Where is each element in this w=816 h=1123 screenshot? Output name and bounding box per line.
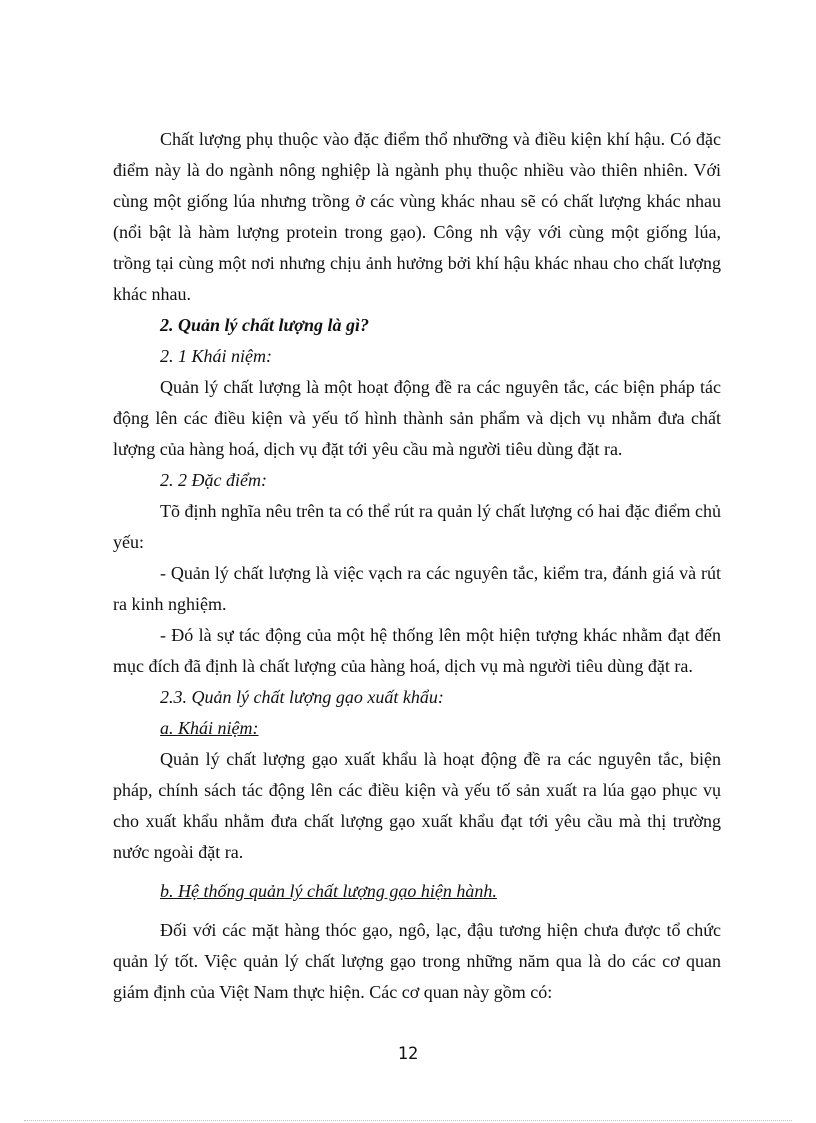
paragraph-current-system: Đối với các mặt hàng thóc gạo, ngô, lạc, đậu tương hiện chưa được tổ chức quản lý tốt. Việc quản lý chất lượng gạo trong những năm qua là do các cơ quan giám định của Việt Nam thực hiện. Các cơ quan này gồm có: <box>113 920 721 1002</box>
list-item-first-characteristic: - Quản lý chất lượng là việc vạch ra các nguyên tắc, kiểm tra, đánh giá và rút ra kinh nghiệm. <box>113 563 721 614</box>
paragraph-quality-factors: Chất lượng phụ thuộc vào đặc điểm thổ nhưỡng và điều kiện khí hậu. Có đặc điểm này là do ngành nông nghiệp là ngành phụ thuộc nhiều vào thiên nhiên. Với cùng một giống lúa nhưng trồng ở các vùng khác nhau sẽ có chất lượng khác nhau (nổi bật là hàm lượng protein trong gạo). Công nh vậy với cùng một giống lúa, trồng tại cùng một nơi nhưng chịu ảnh hưởng bởi khí hậu khác nhau cho chất lượng khác nhau. <box>113 129 721 304</box>
subheading-characteristics: 2. 2 Đặc điểm: <box>160 470 267 490</box>
page-body <box>113 124 721 1008</box>
page-number: 12 <box>397 1044 419 1064</box>
subheading-b-current-system: b. Hệ thống quản lý chất lượng gạo hiện hành. <box>160 881 497 901</box>
subheading-a-concept: a. Khái niệm: <box>160 718 259 738</box>
subheading-concept: 2. 1 Khái niệm: <box>160 346 272 366</box>
section-heading-quality-management: 2. Quản lý chất lượng là gì? <box>160 315 369 335</box>
paragraph-definition: Quản lý chất lượng là một hoạt động đề ra các nguyên tắc, các biện pháp tác động lên các điều kiện và yếu tố hình thành sản phẩm và dịch vụ nhằm đưa chất lượng của hàng hoá, dịch vụ đặt tới yêu cầu mà người tiêu dùng đặt ra. <box>113 377 721 459</box>
paragraph-characteristics-intro: Tõ định nghĩa nêu trên ta có thể rút ra quản lý chất lượng có hai đặc điểm chủ yếu: <box>113 501 721 552</box>
paragraph-export-definition: Quản lý chất lượng gạo xuất khẩu là hoạt động đề ra các nguyên tắc, biện pháp, chính sách tác động lên các điều kiện và yếu tố sản xuất ra lúa gạo phục vụ cho xuất khẩu nhằm đưa chất lượng gạo xuất khẩu đạt tới yêu cầu mà thị trường nước ngoài đặt ra. <box>113 749 721 862</box>
list-item-second-characteristic: - Đó là sự tác động của một hệ thống lên một hiện tượng khác nhằm đạt đến mục đích đã định là chất lượng của hàng hoá, dịch vụ mà người tiêu dùng đặt ra. <box>113 625 721 676</box>
subheading-export-rice-quality: 2.3. Quản lý chất lượng gạo xuất khẩu: <box>160 687 444 707</box>
footer-divider <box>24 1120 792 1121</box>
